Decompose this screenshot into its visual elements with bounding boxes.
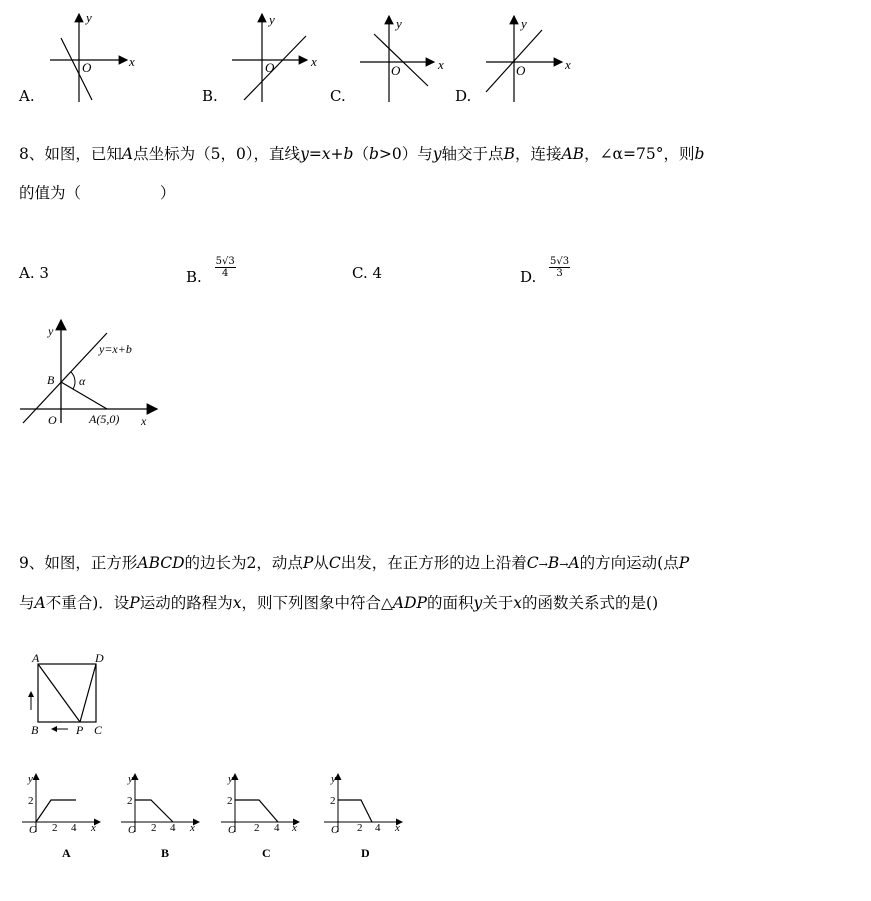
q9-graph-b	[121, 773, 199, 860]
q7-a-y-label: y	[86, 10, 92, 25]
q7-option-b-graph	[232, 12, 317, 102]
q9-graph-d-y: y	[331, 773, 336, 785]
q9-graph-d-caption: D	[361, 846, 370, 860]
q9-label-p: P	[76, 723, 84, 737]
q9-square	[38, 664, 96, 722]
q9-graph-c-o: O	[228, 824, 236, 836]
q8-question-line1: 8、如图，已知A点坐标为（5，0），直线y=x+b（b>0）与y轴交于点B，连接AB，∠α=75°，则b	[19, 145, 705, 163]
q9-graph-a	[22, 773, 100, 860]
q7-a-origin-label: O	[82, 60, 92, 75]
q9-square-figure	[20, 648, 115, 738]
q8-option-d: D. $\frac{5√3}{3}$	[520, 256, 570, 286]
q7-option-a-graph	[50, 10, 135, 102]
q9-graph-c-t4: 4	[274, 822, 280, 834]
q8-option-c: C. 4	[352, 264, 383, 282]
q9-graph-a-t2: 2	[52, 822, 58, 834]
q9-graph-a-v2: 2	[28, 795, 34, 807]
q9-answer-graphs	[18, 770, 418, 870]
q9-graph-c-t2: 2	[254, 822, 260, 834]
q7-c-origin-label: O	[391, 63, 401, 78]
q9-graph-a-curve	[36, 800, 76, 822]
q8-option-a: A. 3	[19, 264, 49, 282]
q8-angle-arc	[71, 372, 75, 389]
q7-options-figure	[0, 0, 871, 110]
q9-graph-b-y: y	[128, 773, 133, 785]
q7-c-y-label: y	[396, 16, 402, 31]
q9-graph-b-o: O	[128, 824, 136, 836]
q9-graph-c-v2: 2	[227, 795, 233, 807]
q9-question-line2: 与A不重合)．设P运动的路程为x，则下列图象中符合△ADP的面积y关于x的函数关系式的是()	[19, 594, 659, 612]
q9-graph-d	[324, 773, 402, 860]
q9-question-line1: 9、如图，正方形ABCD的边长为2，动点P从C出发，在正方形的边上沿着C→B→A的方向运动(点P	[19, 554, 690, 572]
q7-c-x-label: x	[438, 57, 444, 72]
q9-label-c: C	[94, 723, 103, 737]
q9-graph-d-v2: 2	[330, 795, 336, 807]
q9-graph-a-x: x	[91, 822, 96, 834]
q7-b-x-label: x	[311, 54, 317, 69]
q7-a-x-label: x	[129, 54, 135, 69]
q7-option-b-label: B.	[202, 87, 218, 105]
q9-graph-a-caption: A	[62, 846, 71, 860]
q8-option-b: B. $\frac{5√3}{4}$	[186, 256, 235, 286]
q9-graph-c	[221, 773, 299, 860]
q9-label-a: A	[32, 651, 40, 665]
q9-graph-a-o: O	[29, 824, 37, 836]
q9-graph-d-o: O	[331, 824, 339, 836]
q8-fig-x: x	[141, 414, 147, 428]
q7-option-c-label: C.	[330, 87, 346, 105]
q9-graph-a-t4: 4	[71, 822, 77, 834]
q9-graph-a-y: y	[28, 773, 33, 785]
q9-graph-c-y: y	[228, 773, 233, 785]
q7-b-origin-label: O	[265, 60, 275, 75]
q9-graph-d-x: x	[395, 822, 400, 834]
q9-graph-c-curve	[235, 800, 278, 822]
q8-figure	[15, 315, 165, 430]
q9-graph-b-caption: B	[161, 846, 170, 860]
q7-b-line	[244, 36, 306, 100]
q9-graph-c-caption: C	[262, 846, 271, 860]
q7-c-line	[374, 34, 428, 86]
q9-graph-c-x: x	[292, 822, 297, 834]
q9-label-b: B	[31, 723, 39, 737]
q8-fig-origin: O	[48, 413, 57, 427]
q7-b-y-label: y	[269, 12, 275, 27]
q9-graph-b-curve	[135, 800, 173, 822]
q8-question-line2: 的值为（ ）	[19, 184, 176, 202]
q9-graph-b-t2: 2	[151, 822, 157, 834]
q9-graph-d-t2: 2	[357, 822, 363, 834]
q7-option-c-graph	[360, 16, 444, 102]
q9-graph-d-t4: 4	[375, 822, 381, 834]
q9-graph-b-x: x	[190, 822, 195, 834]
q8-fig-y: y	[48, 324, 54, 338]
q7-d-y-label: y	[521, 16, 527, 31]
q8-fig-b: B	[47, 373, 55, 387]
q7-option-a-label: A.	[19, 87, 35, 105]
q9-segment-ap	[38, 664, 80, 722]
q7-d-x-label: x	[565, 57, 571, 72]
q7-option-d-graph	[486, 16, 571, 102]
q8-fig-a-label: A(5,0)	[89, 412, 120, 426]
q8-fig-alpha: α	[79, 374, 86, 388]
q9-label-d: D	[95, 651, 104, 665]
q7-d-origin-label: O	[516, 63, 526, 78]
q9-graph-d-curve	[338, 800, 372, 822]
q9-graph-b-t4: 4	[170, 822, 176, 834]
q8-fig-line-label: y=x+b	[99, 342, 132, 356]
q7-option-d-label: D.	[455, 87, 472, 105]
q9-graph-b-v2: 2	[127, 795, 133, 807]
q9-segment-dp	[80, 664, 96, 722]
